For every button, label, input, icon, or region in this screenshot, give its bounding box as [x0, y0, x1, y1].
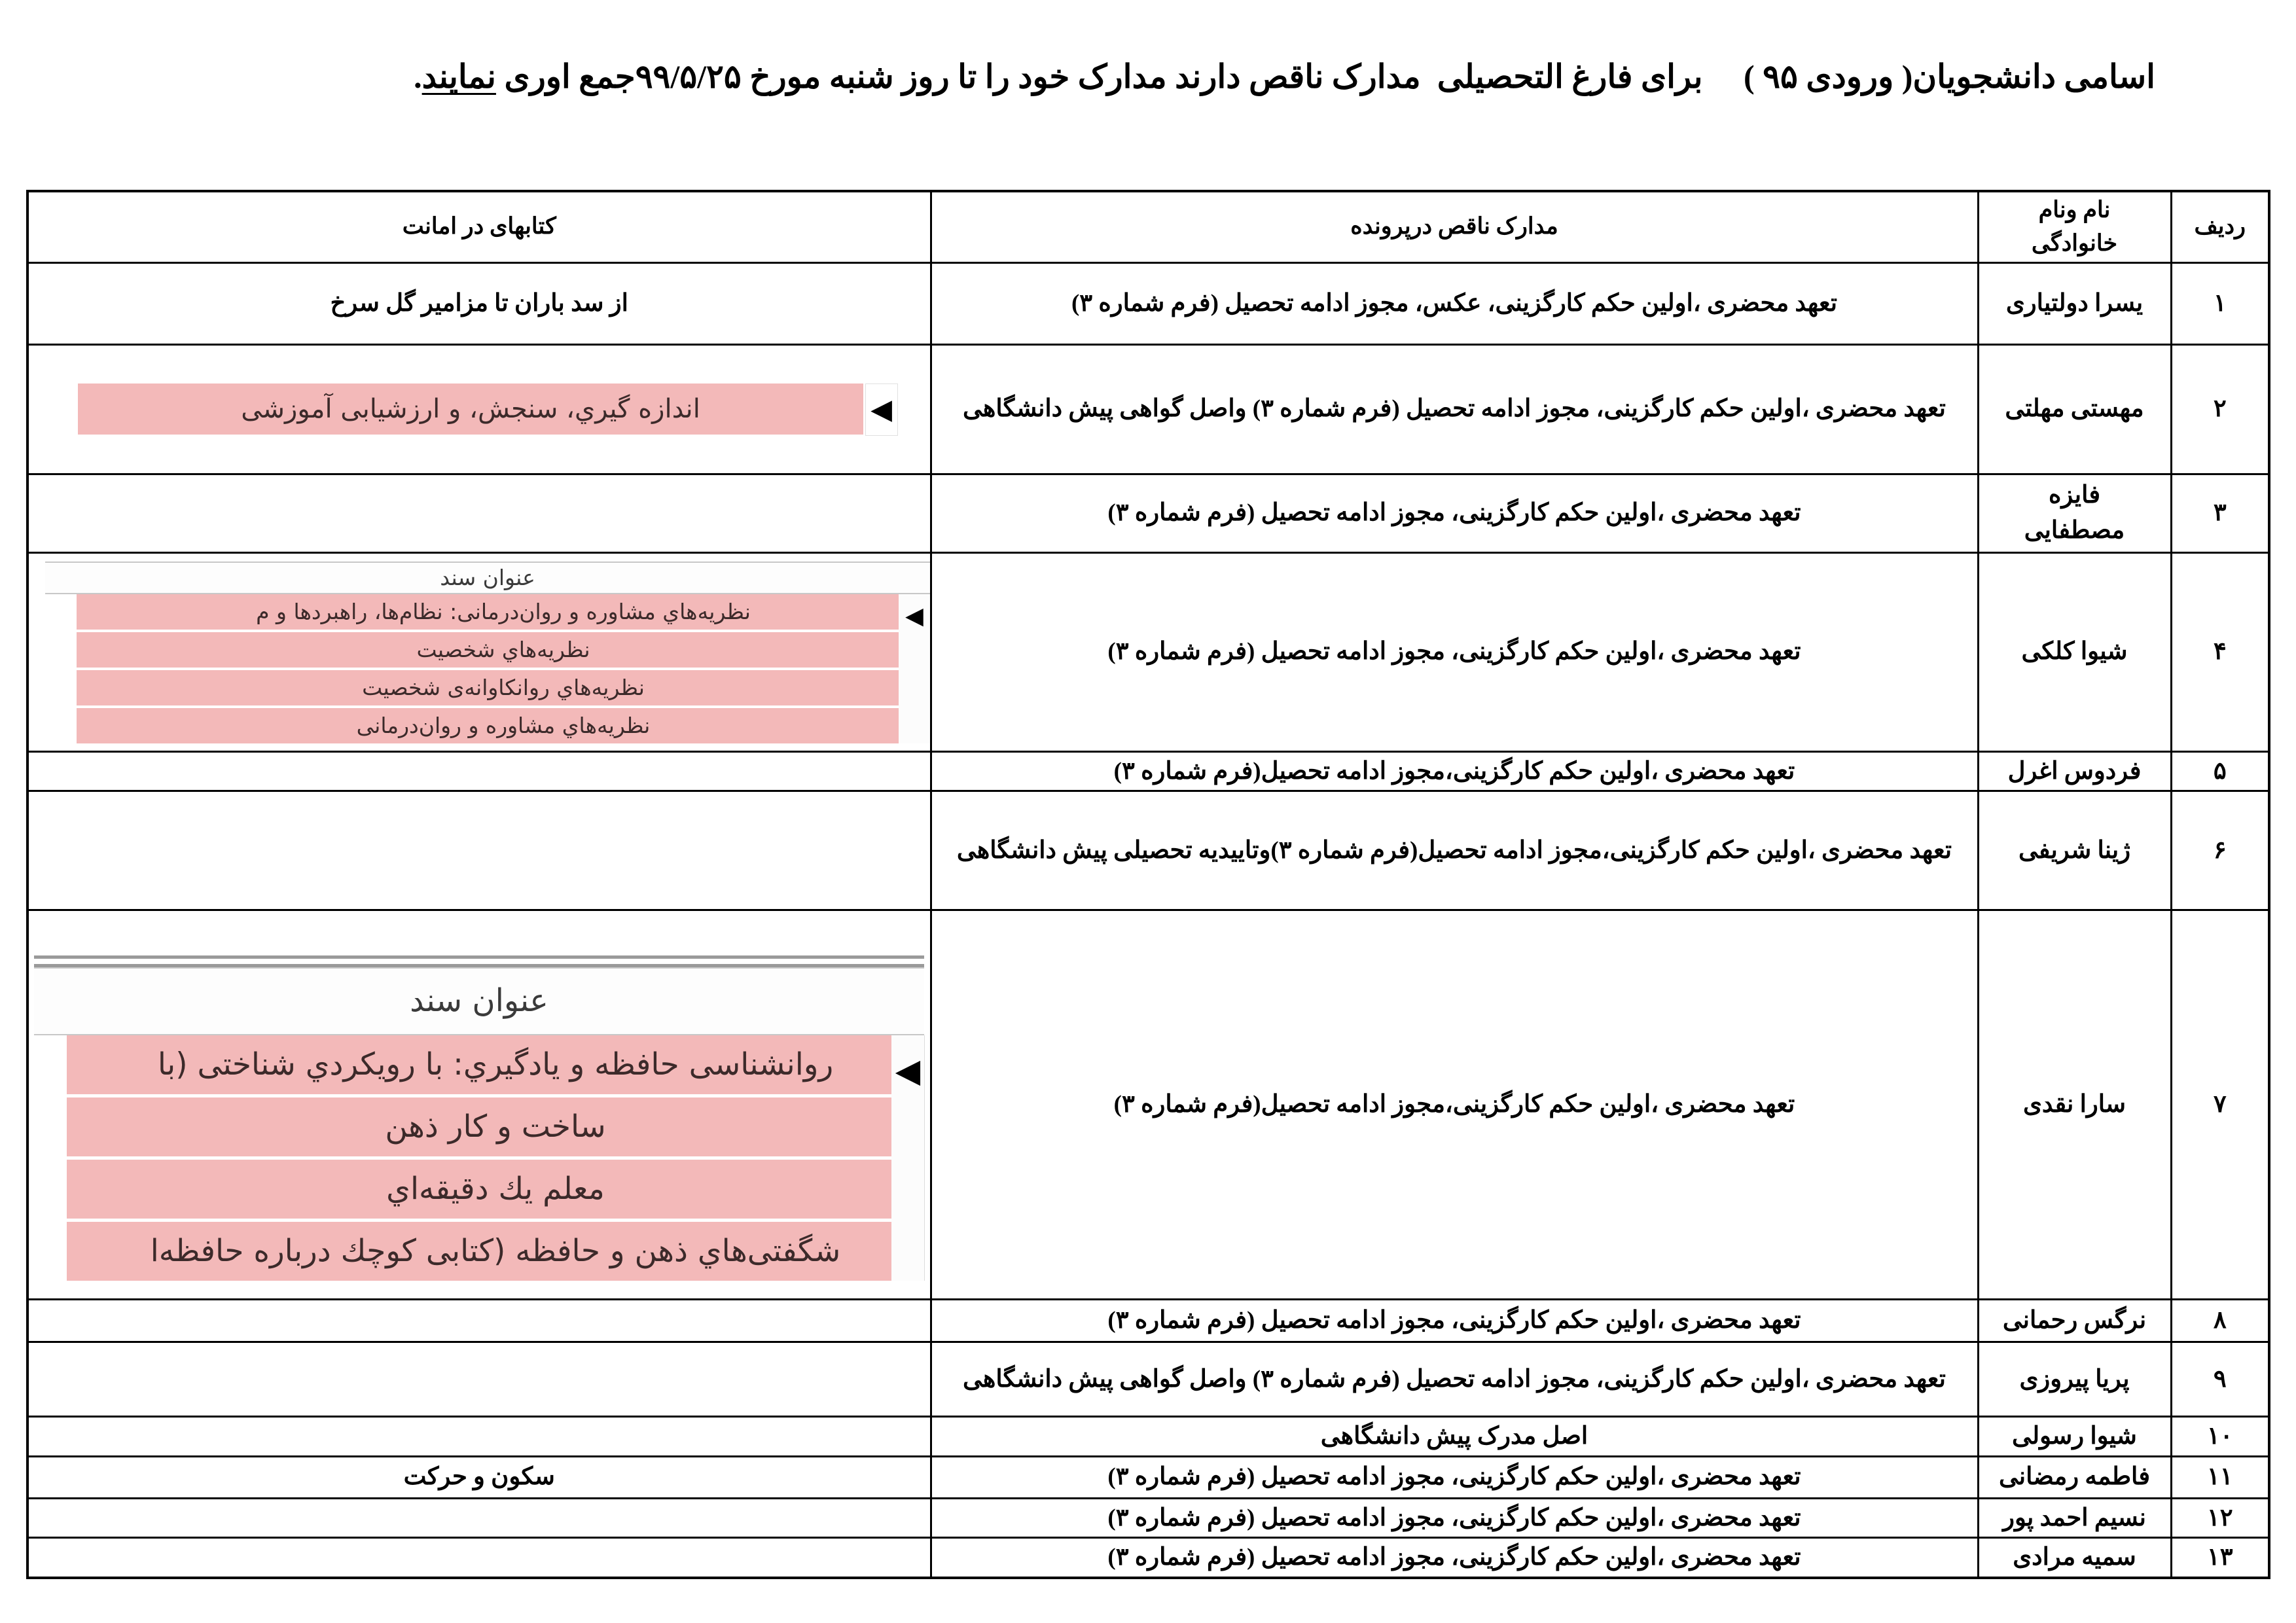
books-on-loan: [27, 791, 931, 910]
grid-rows: [45, 594, 930, 743]
student-name: شیوا رسولی: [1978, 1417, 2171, 1457]
table-row: [27, 1498, 2269, 1538]
book-title-row: نظریه‌هاي روانکاوانه‌ی شخصیت: [77, 670, 930, 705]
row-index: ۵: [2171, 751, 2269, 791]
student-name: یسرا دولتیاری: [1978, 262, 2171, 344]
row-index: ۱۳: [2171, 1538, 2269, 1578]
table-row: [27, 910, 2269, 1300]
row-index: ۱۱: [2171, 1456, 2269, 1498]
row-index: ۳: [2171, 474, 2269, 552]
student-name: نرگس رحمانی: [1978, 1300, 2171, 1342]
row-index: ۷: [2171, 910, 2269, 1300]
table-row: [27, 791, 2269, 910]
book-title-row: نظریه‌هاي شخصیت: [77, 632, 930, 668]
student-name: فردوس اغرل: [1978, 751, 2171, 791]
book-title-row: معلم یك دقیقه‌اي: [67, 1160, 924, 1219]
student-name: فاطمه رمضانی: [1978, 1456, 2171, 1498]
header-name: نام ونام خانوادگی: [1978, 191, 2171, 262]
books-on-loan: [27, 1417, 931, 1457]
record-selector-column: [899, 594, 931, 743]
header-books: کتابهای در امانت: [27, 191, 931, 262]
book-title-row: نظریه‌هاي مشاوره و روان‌درمانی: [77, 708, 930, 743]
missing-docs: تعهد محضری ،اولین حکم کارگزینی، مجوز ادامه تحصیل (فرم شماره ۳): [931, 1456, 1978, 1498]
missing-docs: تعهد محضری ،اولین حکم کارگزینی، مجوز ادامه تحصیل (فرم شماره ۳) واصل گواهی پیش دانشگاهی: [931, 344, 1978, 474]
missing-docs: تعهد محضری ،اولین حکم کارگزینی، مجوز ادامه تحصیل (فرم شماره ۳): [931, 552, 1978, 751]
row-index: ۸: [2171, 1300, 2269, 1342]
table-row: [27, 1300, 2269, 1342]
books-on-loan: [27, 552, 931, 751]
row-index: ۴: [2171, 552, 2269, 751]
student-name: پریا پیروزی: [1978, 1342, 2171, 1417]
student-name: مهستی مهلتی: [1978, 344, 2171, 474]
student-name: فایزه مصطفایی: [1978, 474, 2171, 552]
books-on-loan: [27, 1498, 931, 1538]
students-table: [26, 190, 2270, 1579]
books-on-loan: [27, 751, 931, 791]
library-grid-screenshot: [34, 955, 924, 1284]
table-row: [27, 1456, 2269, 1498]
missing-docs: تعهد محضری ،اولین حکم کارگزینی، عکس، مجوز ادامه تحصیل (فرم شماره ۳): [931, 262, 1978, 344]
books-on-loan: [27, 344, 931, 474]
table-row: [27, 262, 2269, 344]
missing-docs: تعهد محضری ،اولین حکم کارگزینی،مجوز ادامه تحصیل(فرم شماره ۳): [931, 751, 1978, 791]
page-title-underlined-word: نمایند: [422, 58, 496, 95]
student-name: سارا نقدی: [1978, 910, 2171, 1300]
record-selector-icon: ◀: [895, 1052, 921, 1090]
page-title-period: .: [414, 58, 422, 95]
table-row: [27, 751, 2269, 791]
highlighted-book-title: اندازه گیري، سنجش، و ارزشیابی آموزشی: [78, 383, 863, 435]
grid-column-header: عنوان سند: [45, 562, 930, 594]
book-title-row: ساخت و کار ذهن: [67, 1097, 924, 1156]
row-index: ۶: [2171, 791, 2269, 910]
book-title-row: روانشناسی حافظه و یادگیري: با رویکردي شناختی (با: [67, 1035, 924, 1094]
row-index: ۹: [2171, 1342, 2269, 1417]
grid-top-border: [34, 955, 924, 967]
books-on-loan: [27, 1300, 931, 1342]
table-row: [27, 552, 2269, 751]
row-index: ۱۰: [2171, 1417, 2269, 1457]
row-index: ۱۲: [2171, 1498, 2269, 1538]
header-index: ردیف: [2171, 191, 2269, 262]
header-docs: مدارک ناقص درپرونده: [931, 191, 1978, 262]
missing-docs: تعهد محضری ،اولین حکم کارگزینی، مجوز ادامه تحصیل (فرم شماره ۳) واصل گواهی پیش دانشگاهی: [931, 1342, 1978, 1417]
table-row: [27, 1342, 2269, 1417]
table-row: [27, 344, 2269, 474]
grid-rows: [34, 1035, 924, 1281]
missing-docs: تعهد محضری ،اولین حکم کارگزینی، مجوز ادامه تحصیل (فرم شماره ۳): [931, 1498, 1978, 1538]
table-row: [27, 1417, 2269, 1457]
table-header-row: [27, 191, 2269, 262]
row-index: ۲: [2171, 344, 2269, 474]
missing-docs: تعهد محضری ،اولین حکم کارگزینی، مجوز ادامه تحصیل (فرم شماره ۳): [931, 1538, 1978, 1578]
missing-docs: تعهد محضری ،اولین حکم کارگزینی، مجوز ادامه تحصیل (فرم شماره ۳): [931, 1300, 1978, 1342]
missing-docs: تعهد محضری ،اولین حکم کارگزینی، مجوز ادامه تحصیل (فرم شماره ۳): [931, 474, 1978, 552]
table-row: [27, 474, 2269, 552]
student-name: سمیه مرادی: [1978, 1538, 2171, 1578]
books-on-loan: [27, 1342, 931, 1417]
missing-docs: اصل مدرک پیش دانشگاهی: [931, 1417, 1978, 1457]
table-row: [27, 1538, 2269, 1578]
page-title-main: اسامی دانشجویان( ورودی ۹۵ ) برای فارغ التحصیلی مدارک ناقص دارند مدارک خود را تا روز شنبه مورخ ۹۹/۵/۲۵جمع اوری: [495, 58, 2155, 95]
row-index: ۱: [2171, 262, 2269, 344]
library-grid-screenshot: [45, 562, 930, 746]
books-on-loan: سکون و حرکت: [27, 1456, 931, 1498]
books-on-loan: [27, 910, 931, 1300]
missing-docs: تعهد محضری ،اولین حکم کارگزینی،مجوز ادامه تحصیل(فرم شماره ۳): [931, 910, 1978, 1300]
page-title: [414, 58, 2155, 96]
books-on-loan: [27, 474, 931, 552]
record-selector-icon: ◀: [865, 383, 898, 436]
book-title-row: شگفتی‌هاي ذهن و حافظه (کتابی کوچك درباره حافظه‌ا: [67, 1222, 924, 1281]
books-on-loan: [27, 1538, 931, 1578]
student-name: نسیم احمد پور: [1978, 1498, 2171, 1538]
books-on-loan: از سد باران تا مزامیر گل سرخ: [27, 262, 931, 344]
record-selector-column: [891, 1035, 925, 1281]
grid-column-header: عنوان سند: [34, 967, 924, 1035]
book-title-row: نظریه‌هاي مشاوره و روان‌درمانی: نظام‌ها، راهبردها و م: [77, 594, 930, 630]
record-selector-icon: ◀: [905, 602, 924, 630]
student-name: شیوا کلکی: [1978, 552, 2171, 751]
missing-docs: تعهد محضری ،اولین حکم کارگزینی،مجوز ادامه تحصیل(فرم شماره ۳)وتاییدیه تحصیلی پیش دانشگاهی: [931, 791, 1978, 910]
student-name: ژینا شریفی: [1978, 791, 2171, 910]
